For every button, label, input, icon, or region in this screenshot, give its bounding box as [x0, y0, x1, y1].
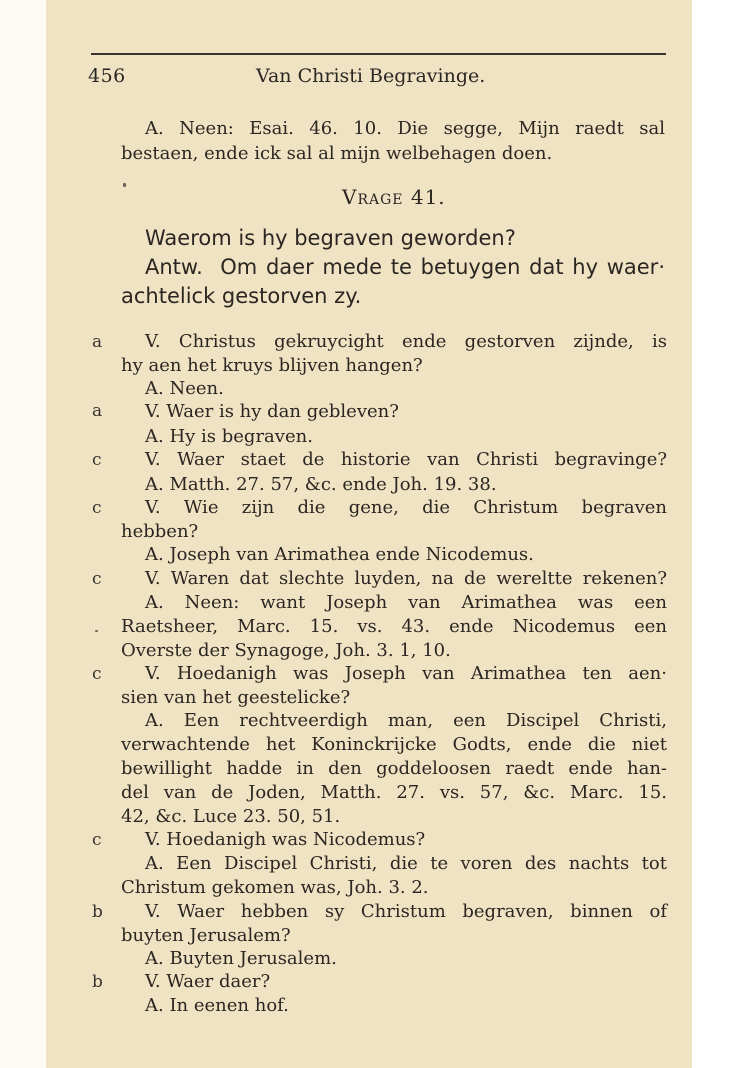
catechism-line: del van de Joden, Matth. 27. vs. 57, &c. Marc. 15. [121, 782, 667, 803]
page-number: 456 [88, 65, 126, 87]
main-question-line: achtelick gestorven zy. [121, 284, 362, 308]
intro-line: A. Neen: Esai. 46. 10. Die segge, Mijn raedt sal [145, 118, 665, 139]
catechism-line: A. Buyten Jerusalem. [145, 948, 337, 969]
catechism-line: A. Een Discipel Christi, die te voren des nachts tot [145, 853, 667, 874]
margin-marker: c [92, 664, 102, 684]
catechism-line: V. Waer staet de historie van Christi begravinge? [145, 449, 667, 470]
catechism-line: 42, &c. Luce 23. 50, 51. [121, 806, 341, 827]
ink-speck [95, 630, 98, 632]
catechism-line: A. Een rechtveerdigh man, een Discipel Christi, [145, 710, 667, 731]
catechism-line: V. Wie zijn die gene, die Christum begraven [145, 497, 667, 518]
margin-marker: c [92, 498, 102, 518]
catechism-line: A. Hy is begraven. [145, 426, 313, 447]
catechism-line: V. Waer hebben sy Christum begraven, binnen of [145, 901, 667, 922]
main-question-line: Waerom is hy begraven geworden? [145, 226, 516, 250]
catechism-line: hebben? [121, 521, 199, 542]
catechism-line: V. Hoedanigh was Joseph van Arimathea ten aen· [145, 663, 667, 684]
margin-marker: a [92, 332, 103, 352]
margin-marker: c [92, 450, 102, 470]
catechism-line: Overste der Synagoge, Joh. 3. 1, 10. [121, 640, 451, 661]
catechism-line: V. Waren dat slechte luyden, na de wereltte rekenen? [145, 568, 667, 589]
catechism-line: verwachtende het Koninckrijcke Godts, ende die niet [121, 734, 667, 755]
running-title: Van Christi Begravinge. [256, 65, 486, 87]
left-margin-strip [0, 0, 46, 1068]
main-question-line: Antw. Om daer mede te betuygen dat hy waer· [145, 255, 665, 279]
catechism-line: hy aen het kruys blijven hangen? [121, 355, 423, 376]
catechism-line: V. Hoedanigh was Nicodemus? [145, 829, 426, 850]
question-heading: Vrage 41. [342, 185, 446, 209]
catechism-line: Christum gekomen was, Joh. 3. 2. [121, 877, 429, 898]
catechism-line: A. Neen. [145, 378, 224, 399]
catechism-line: A. Matth. 27. 57, &c. ende Joh. 19. 38. [145, 474, 497, 495]
margin-marker: c [92, 569, 102, 589]
margin-marker: b [92, 902, 103, 922]
catechism-line: Raetsheer, Marc. 15. vs. 43. ende Nicodemus een [121, 616, 667, 637]
catechism-line: A. Neen: want Joseph van Arimathea was een [145, 592, 667, 613]
margin-marker: b [92, 972, 103, 992]
catechism-line: sien van het geestelicke? [121, 687, 351, 708]
catechism-line: V. Christus gekruycight ende gestorven zijnde, is [145, 331, 667, 352]
header-rule [91, 53, 666, 55]
catechism-line: buyten Jerusalem? [121, 925, 291, 946]
catechism-line: bewillight hadde in den goddeloosen raedt ende han- [121, 758, 667, 779]
intro-line: bestaen, ende ick sal al mijn welbehagen doen. [121, 143, 553, 164]
ink-speck [123, 183, 126, 187]
catechism-line: A. In eenen hof. [145, 995, 289, 1016]
catechism-line: A. Joseph van Arimathea ende Nicodemus. [145, 544, 534, 565]
margin-marker: a [92, 401, 103, 421]
catechism-line: V. Waer daer? [145, 971, 271, 992]
margin-marker: c [92, 830, 102, 850]
catechism-line: V. Waer is hy dan gebleven? [145, 401, 399, 422]
